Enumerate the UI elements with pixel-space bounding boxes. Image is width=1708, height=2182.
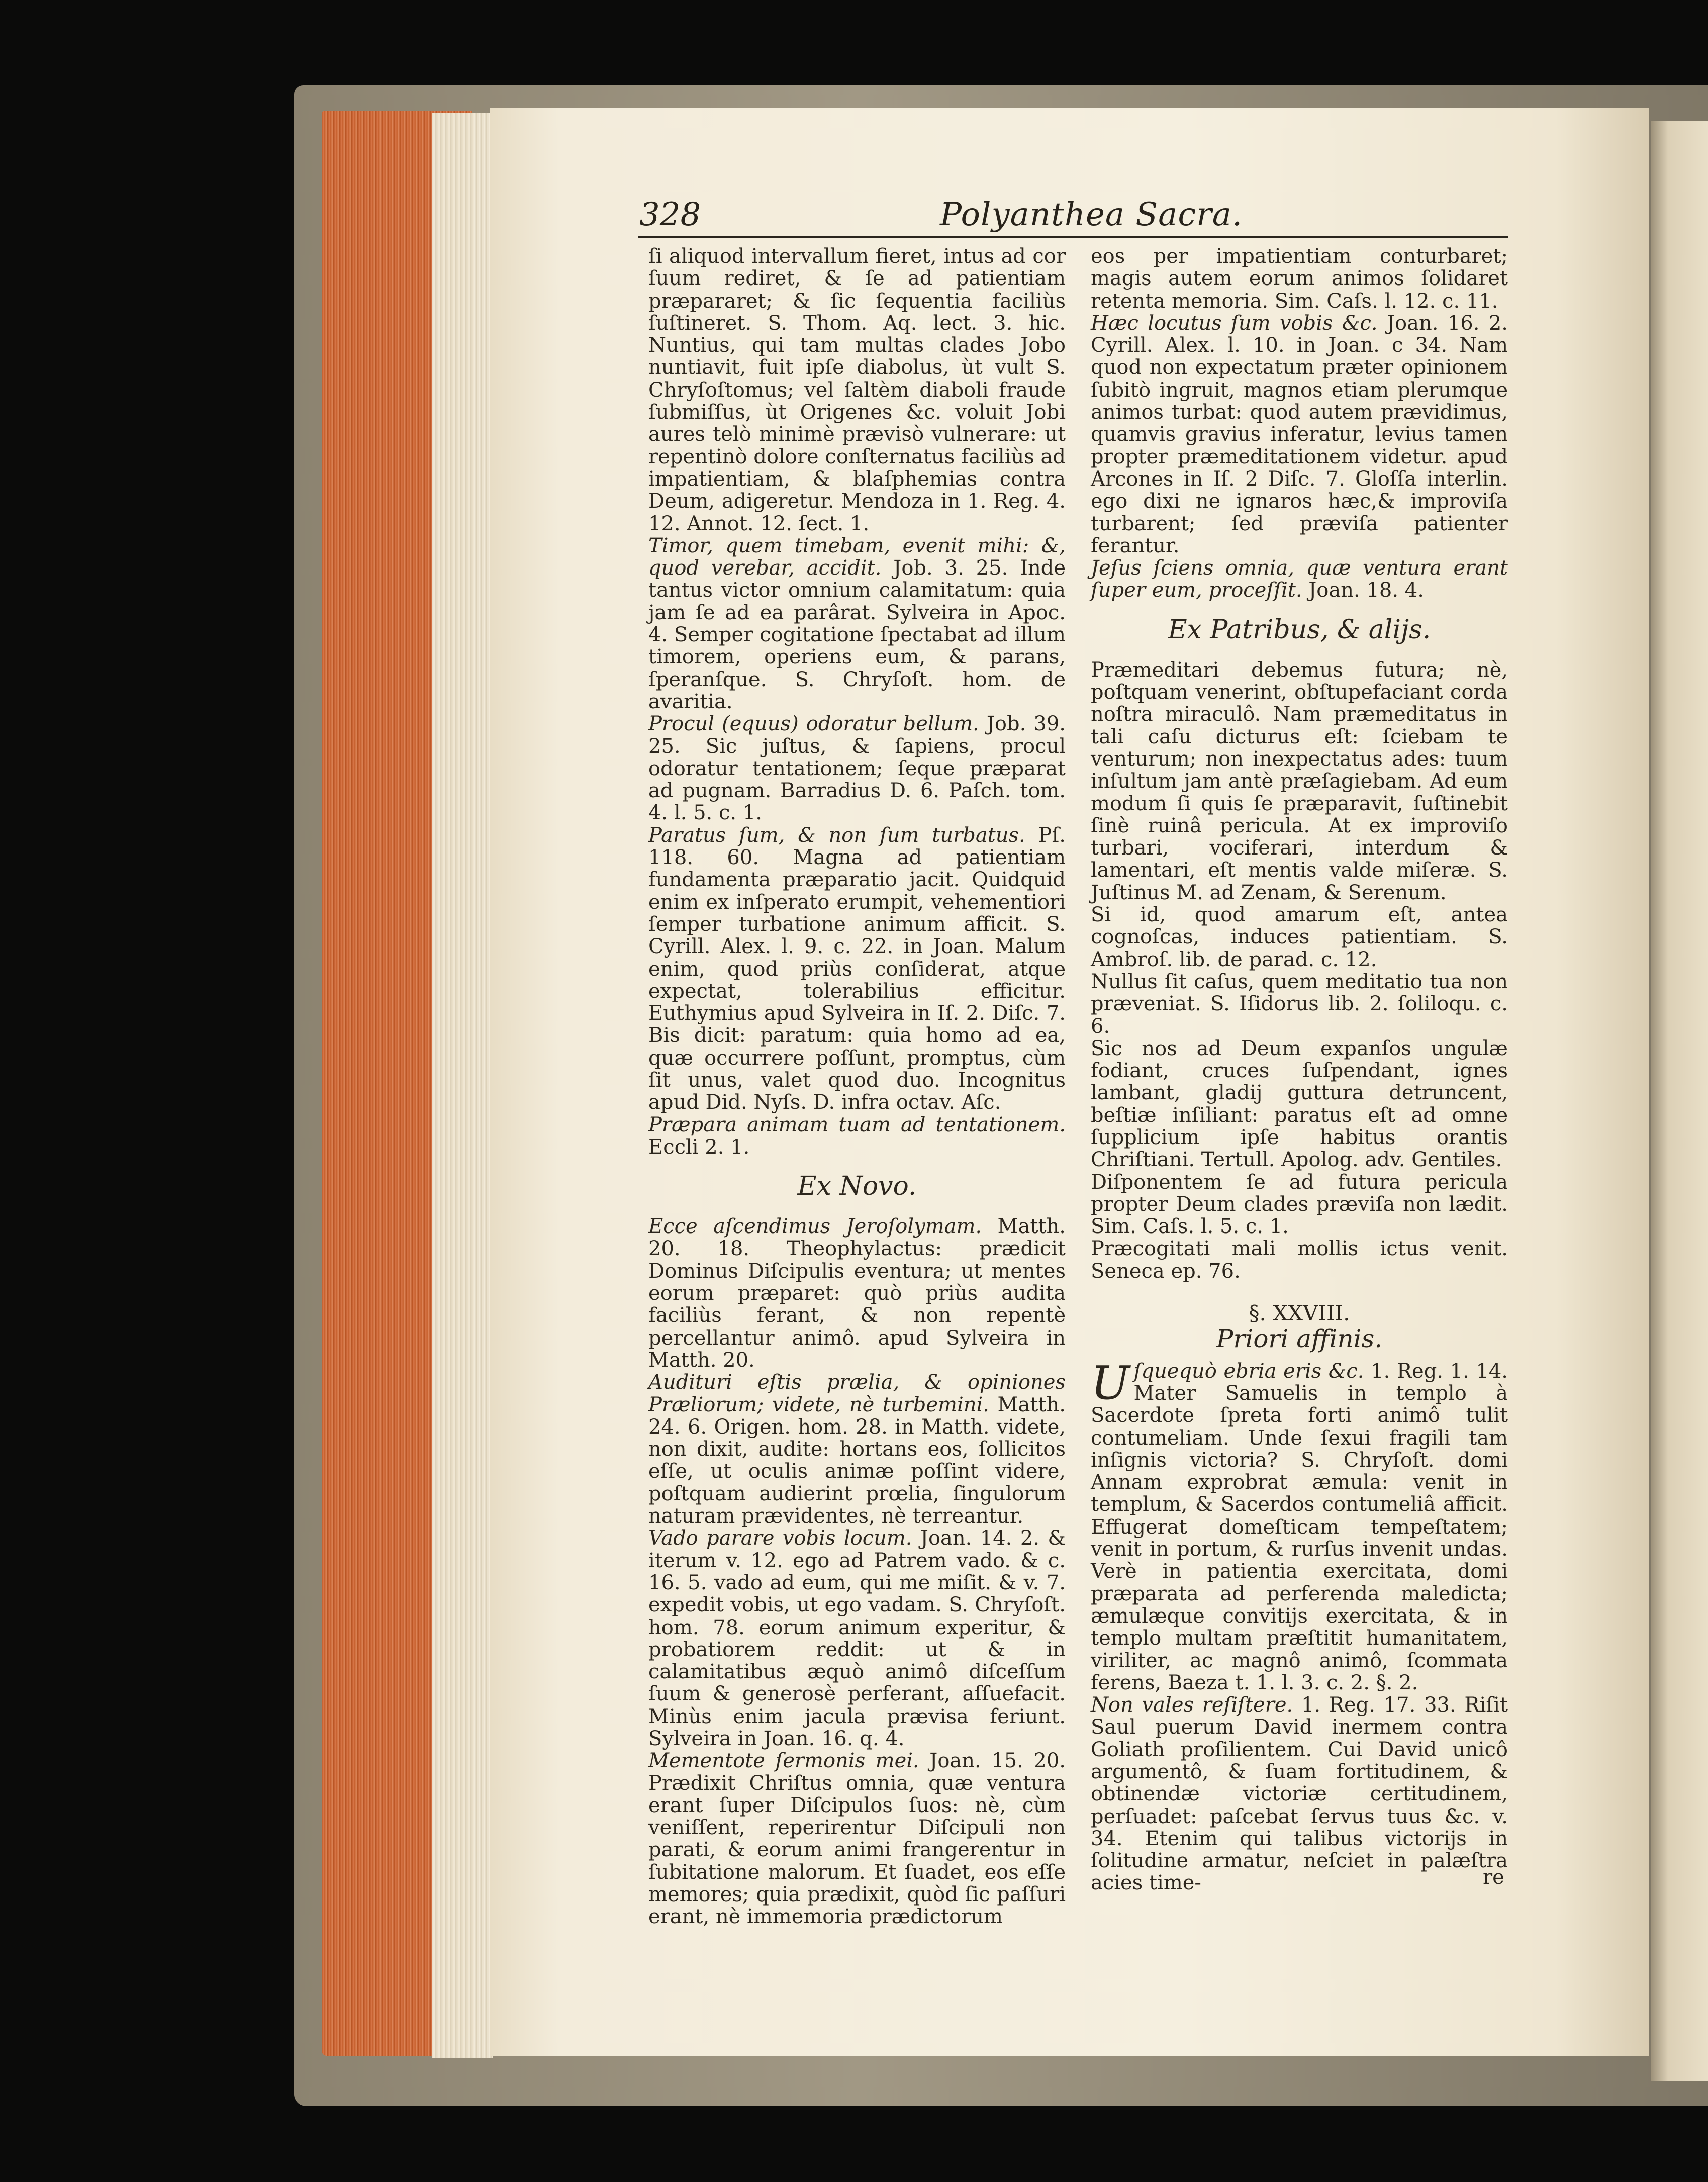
paragraph-text: Matth. 24. 6. Origen. hom. 28. in Matth. videte, non dixit, audite: hortans eos, ſollicitos eſſe, ut oculis animæ poſſint videre, poſtquam audierint prœlia, ſingulorum naturam prævidentes, nè terreantur.	[648, 1393, 1066, 1528]
paragraph	[648, 1371, 1066, 1527]
scripture-citation: Vado parare vobis locum.	[648, 1527, 912, 1550]
section-heading: Ex Patribus, & alijs.	[1168, 614, 1431, 645]
paragraph	[1091, 1238, 1508, 1282]
paragraph-text: Joan. 14. 2. & iterum v. 12. ego ad Patrem vado. & c. 16. 5. vado ad eum, qui me miſit. & v. 7. expedit vobis, ut ego vadam. S. Chryſoſt. hom. 78. eorum animum experitur, & probatiorem reddit: ut & in calamitatibus æquò animô diſceſſum ſuum & generosè perferant, aſſuefacit. Minùs enim jacula prævisa feriunt. Sylveira in Joan. 16. q. 4.	[648, 1527, 1066, 1750]
right-column	[1091, 245, 1508, 1894]
facing-page-edge	[1651, 121, 1708, 2081]
scripture-citation: Timor, quem timebam, evenit mihi: &, quod verebar, accidit.	[648, 534, 1066, 580]
paragraph	[1091, 312, 1508, 557]
paragraph	[648, 1527, 1066, 1750]
scripture-citation: Audituri eſtis prælia, & opiniones Præliorum; videte, nè turbemini.	[648, 1371, 1066, 1416]
scripture-citation: Ecce aſcendimus Jeroſolymam.	[648, 1215, 982, 1239]
paragraph	[1091, 557, 1508, 602]
section-subheading: Priori affinis.	[1216, 1324, 1383, 1354]
paragraph-text: Joan. 16. 2. Cyrill. Alex. l. 10. in Joan. c 34. Nam quod non expectatum præter opinionem ſubitò ingruit, magnos etiam plerumque animos turbat: quod autem prævidimus, quamvis gravius inferatur, levius tamen propter præmeditationem videtur. apud Arcones in Iſ. 2 Diſc. 7. Gloſſa interlin. ego dixi ne ignaros hæc,& improviſa turbarent; ſed præviſa patienter ferantur.	[1091, 311, 1508, 557]
paragraph-text: Eccli 2. 1.	[648, 1135, 750, 1159]
paragraph-text: Præmeditari debemus futura; nè, poſtquam venerint, obſtupefaciant corda noſtra miraculô. Nam præmeditatus in tali caſu dicturus eſt: ſciebam te venturum; non inexpectatus ades: tuum inſultum jam antè præſagiebam. Ad eum modum ſi quis ſe præparavit, ſuſtinebit ſinè ruinâ pericula. At ex improviſo turbari, vociferari, interdum & lamentari, eſt mentis valde miſeræ. S. Juſtinus M. ad Zenam, & Serenum.	[1091, 658, 1508, 904]
paragraph	[648, 1114, 1066, 1159]
paragraph-text: eos per impatientiam conturbaret; magis autem eorum animos ſolidaret retenta memoria. Sim. Caſs. l. 12. c. 11.	[1091, 245, 1508, 313]
paragraph-text: Præcogitati mali mollis ictus venit. Seneca ep. 76.	[1091, 1237, 1508, 1283]
paragraph-text: Matth. 20. 18. Theophylactus: prædicit Dominus Diſcipulis eventura; ut mentes eorum præparet: quò priùs audita faciliùs ferant, & non repentè percellantur animô. apud Sylveira in Matth. 20.	[648, 1215, 1066, 1372]
scripture-citation: Procul (equus) odoratur bellum.	[648, 712, 979, 736]
page-stack	[432, 113, 493, 2058]
page-number: 328	[639, 196, 701, 233]
scripture-citation: Non vales reſiſtere.	[1091, 1693, 1293, 1717]
paragraph-text: Sic nos ad Deum expanſos ungulæ fodiant, cruces ſuſpendant, ignes lambant, gladij guttura detruncent, beſtiæ inſiliant: paratus eſt ad omne ſupplicium ipſe habitus orantis Chriſtiani. Tertull. Apolog. adv. Gentiles.	[1091, 1036, 1508, 1172]
scripture-citation: Jeſus ſciens omnia, quæ ventura erant ſuper eum, proceſſit.	[1091, 556, 1508, 602]
paragraph-text: Si id, quod amarum eſt, antea cognoſcas, induces patientiam. S. Ambroſ. lib. de parad. c. 12.	[1091, 903, 1508, 971]
left-column	[648, 245, 1066, 1928]
paragraph-text: Job. 3. 25. Inde tantus victor omnium calamitatum: quia jam ſe ad ea parârat. Sylveira in Apoc. 4. Semper cogitatione ſpectabat ad illum timorem, operiens eum, & parans, ſperanſque. S. Chryſoſt. hom. de avaritia.	[648, 556, 1066, 713]
paragraph	[648, 1750, 1066, 1928]
paragraph	[1091, 1171, 1508, 1238]
paragraph	[648, 245, 1066, 535]
scripture-citation: Hæc locutus ſum vobis &c.	[1091, 311, 1378, 335]
paragraph	[1091, 904, 1508, 971]
page-header	[638, 196, 1508, 238]
section-heading: Ex Novo.	[797, 1171, 917, 1202]
paragraph	[1091, 245, 1508, 312]
paragraph	[648, 824, 1066, 1114]
paragraph-text: Joan. 15. 20. Prædixit Chriſtus omnia, quæ ventura erant ſuper Diſcipulos ſuos: nè, cùm veniſſent, reperirentur Diſcipuli non parati, & eorum animi frangerentur in ſubitatione malorum. Et ſuadet, eos eſſe memores; quia prædixit, quòd ſic paſſuri erant, nè immemoria prædictorum	[648, 1749, 1066, 1929]
paragraph	[1091, 971, 1508, 1037]
paragraph	[1091, 1694, 1508, 1894]
running-title: Polyanthea Sacra.	[940, 196, 1243, 233]
paragraph	[1091, 1037, 1508, 1171]
scripture-citation: Præpara animam tuam ad tentationem.	[648, 1113, 1066, 1136]
paragraph-text: Diſponentem ſe ad futura pericula propter Deum clades præviſa non lædit. Sim. Caſs. l. 5. c. 1.	[1091, 1170, 1508, 1239]
section-number: §. XXVIII.	[1249, 1301, 1350, 1326]
paragraph-text: 1. Reg. 17. 33. Riſit Saul puerum David inermem contra Goliath proſilientem. Cui David unicô argumentô, & ſuam fortitudinem, & obtinendæ victoriæ certitudinem, perſuadet: paſcebat ſervus tuus &c. v. 34. Etenim qui talibus victorijs in ſolitudine armatur, neſciet in palæſtra acies time-	[1091, 1693, 1508, 1895]
paragraph-text: Nullus ſit caſus, quem meditatio tua non præveniat. S. Iſidorus lib. 2. ſoliloqu. c. 6.	[1091, 970, 1508, 1038]
paragraph	[648, 535, 1066, 713]
scripture-citation: Paratus ſum, & non ſum turbatus.	[648, 823, 1025, 847]
paragraph-text: Job. 39. 25. Sic juſtus, & ſapiens, procul odoratur tentationem; ſeque præparat ad pugnam. Barradius D. 6. Paſch. tom. 4. l. 5. c. 1.	[648, 712, 1066, 825]
paragraph-text: Joan. 18. 4.	[1302, 579, 1424, 602]
paragraph-text: ſi aliquod intervallum fieret, intus ad cor ſuum rediret, & ſe ad patientiam præpararet; & ſic ſequentia faciliùs ſuſtineret. S. Thom. Aq. lect. 3. hic. Nuntius, qui tam multas clades Jobo nuntiavit, fuit ipſe diabolus, ùt vult S. Chryſoſtomus; vel ſaltèm diaboli fraude ſubmiſſus, ùt Origenes &c. voluit Jobi aures telò minimè prævisò vulnerare: ut repentinò dolore conſternatus faciliùs ad impatientiam, & blaſphemias contra Deum, adigeretur. Mendoza in 1. Reg. 4. 12. Annot. 12. ſect. 1.	[648, 245, 1066, 535]
paragraph-text: Pſ. 118. 60. Magna ad patientiam fundamenta præparatio jacit. Quidquid enim ex inſperato erumpit, vehementiori ſemper turbatione animum afficit. S. Cyrill. Alex. l. 9. c. 22. in Joan. Malum enim, quod priùs conſiderat, atque expectat, tolerabilius efficitur. Euthymius apud Sylveira in Iſ. 2. Diſc. 7. Bis dicit: paratum: quia homo ad ea, quæ occurrere poſſunt, promptus, cùm ſit unus, valet quod duo. Incognitus apud Did. Nyſs. D. infra octav. Aſc.	[648, 823, 1066, 1114]
catchword: re	[1483, 1866, 1504, 1889]
paragraph	[648, 713, 1066, 824]
scripture-citation: ſquequò ebria eris &c.	[1133, 1359, 1364, 1383]
drop-cap: U	[1091, 1356, 1130, 1410]
paragraph-text: 1. Reg. 1. 14. Mater Samuelis in templo à Sacerdote ſpreta forti animô tulit contumeliam. Unde ſexui fragili tam inſignis victoria? S. Chryſoſt. domi Annam exprobrat æmula: venit in templum, & Sacerdos contumeliâ afficit. Effugerat domeſticam tempeſtatem; venit in portum, & rurſus invenit undas. Verè in patientia exercitata, domi præparata ad perferenda maledicta; æmulæque convitijs exercitata, & in templo multam præſtitit humanitatem, viriliter, ac magnô animô, ſcommata ferens, Baeza t. 1. l. 3. c. 2. §. 2.	[1091, 1359, 1508, 1694]
scripture-citation: Mementote ſermonis mei.	[648, 1749, 919, 1773]
paragraph	[1091, 659, 1508, 904]
paragraph	[1091, 1356, 1508, 1694]
paragraph	[648, 1215, 1066, 1371]
